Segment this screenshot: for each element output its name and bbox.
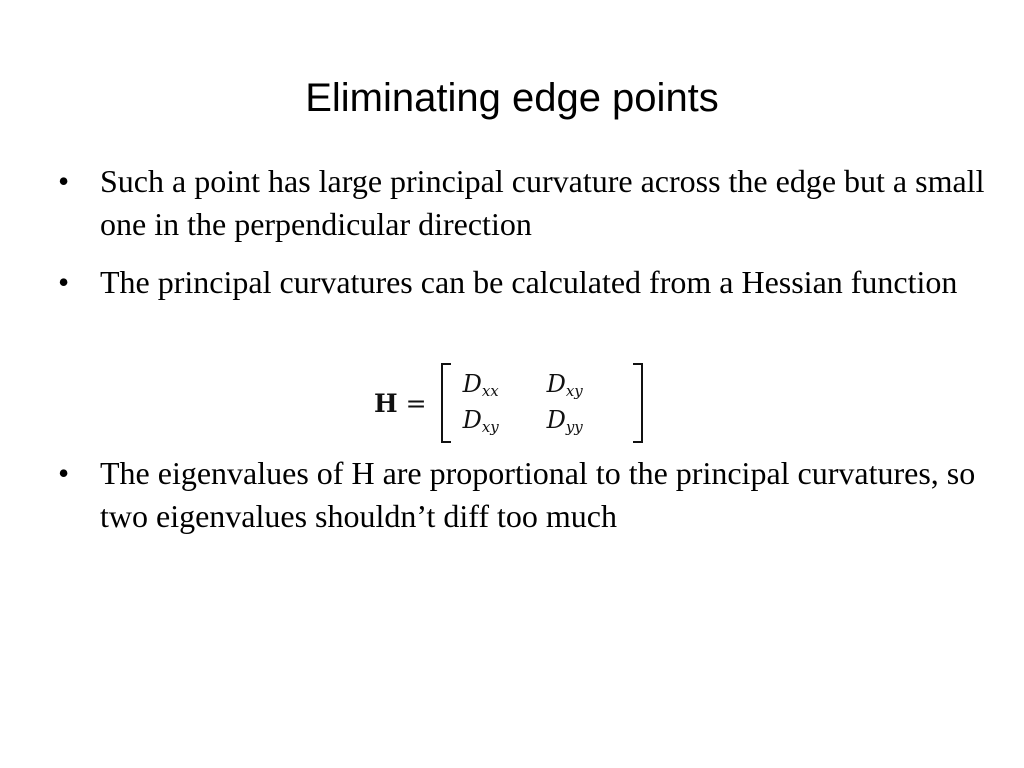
hessian-matrix [441, 363, 643, 443]
matrix-cell-dyy: $D_{yy}$ [546, 406, 583, 436]
equation-lhs: H [374, 388, 398, 418]
bullet-marker: • [58, 163, 70, 199]
slide-title: Eliminating edge points [305, 76, 719, 120]
matrix-cell-dxy-bottom: $D_{xy}$ [462, 406, 499, 436]
bullet-text: The eigenvalues of H are proportional to the principal curvatures, so two eigenvalues shouldn’t diff too much [100, 455, 976, 534]
bullet-text: The principal curvatures can be calculated from a Hessian function [100, 264, 958, 300]
bullet-marker: • [58, 455, 70, 491]
matrix-cell-dxy-top: $D_{xy}$ [546, 370, 583, 400]
hessian-equation [374, 360, 643, 446]
bullet-item [58, 160, 998, 246]
bullet-list [58, 160, 998, 553]
matrix-cell-dxx: $D_{xx}$ [462, 370, 499, 400]
bullet-item [58, 452, 998, 538]
equation-equals-sign: = [405, 388, 427, 418]
bullet-text: Such a point has large principal curvature across the edge but a small one in the perpendicular direction [100, 163, 985, 242]
right-bracket [633, 363, 643, 443]
left-bracket [441, 363, 451, 443]
bullet-item [58, 261, 998, 304]
bullet-marker: • [58, 264, 70, 300]
